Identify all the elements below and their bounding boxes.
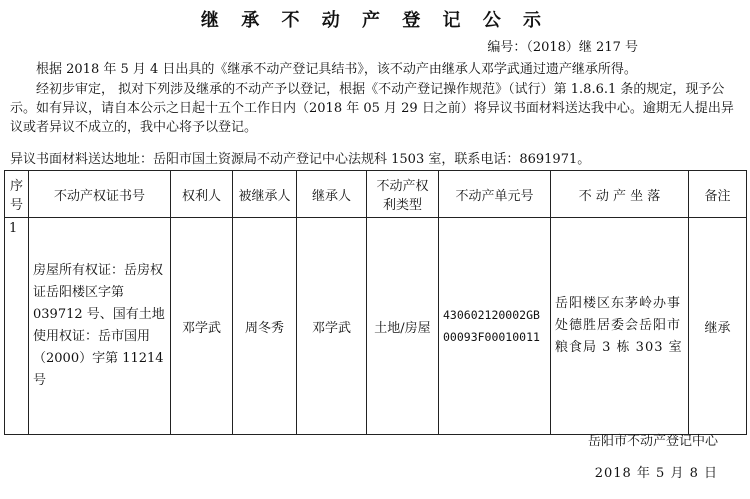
header-cert: 不动产权证书号 <box>29 171 171 218</box>
document-number: 编号：（2018）继 217 号 <box>487 40 638 55</box>
header-owner: 权利人 <box>171 171 233 218</box>
cell-heir: 邓学武 <box>297 218 367 435</box>
issuing-organization: 岳阳市不动产登记中心 <box>587 434 718 449</box>
header-heir: 继承人 <box>297 171 367 218</box>
cell-remark: 继承 <box>689 218 747 435</box>
cell-unit-no: 430602120002GB00093F00010011 <box>439 218 551 435</box>
notice-title: 继 承 不 动 产 登 记 公 示 <box>200 10 550 31</box>
header-location: 不 动 产 坐 落 <box>551 171 689 218</box>
header-decedent: 被继承人 <box>233 171 297 218</box>
registration-table <box>4 170 747 435</box>
cell-seq: 1 <box>5 218 29 435</box>
header-right-type: 不动产权利类型 <box>367 171 439 218</box>
cell-right-type: 土地/房屋 <box>367 218 439 435</box>
cell-decedent: 周冬秀 <box>233 218 297 435</box>
address-paragraph: 异议书面材料送达地址：岳阳市国土资源局不动产登记中心法规科 1503 室，联系电话：8691971。 <box>10 152 591 167</box>
header-unit-no: 不动产单元号 <box>439 171 551 218</box>
objection-paragraph: 经初步审定， 拟对下列涉及继承的不动产予以登记，根据《不动产登记操作规范》（试行）第 1.8.6.1 条的规定，现予公示。如有异议，请自本公示之日起十五个工作日内（2018 年 05 月 29 日之前）将异议书面材料送达我中心。逾期无人提出异议或者异议不成立的，我中心将予以登记。 <box>10 82 734 135</box>
issue-date: 2018 年 5 月 8 日 <box>594 466 718 481</box>
cell-cert: 房屋所有权证：岳房权证岳阳楼区字第 039712 号、国有土地使用权证：岳市国用（2000）字第 11214 号 <box>29 218 171 435</box>
header-seq: 序号 <box>5 171 29 218</box>
cell-location: 岳阳楼区东茅岭办事处德胜居委会岳阳市粮食局 3 栋 303 室 <box>551 218 689 435</box>
cell-owner: 邓学武 <box>171 218 233 435</box>
intro-paragraph: 根据 2018 年 5 月 4 日出具的《继承不动产登记具结书》，该不动产由继承人邓学武通过遗产继承所得。 <box>36 62 637 77</box>
table-header-row <box>5 171 747 218</box>
header-remark: 备注 <box>689 171 747 218</box>
table-row <box>5 218 747 435</box>
